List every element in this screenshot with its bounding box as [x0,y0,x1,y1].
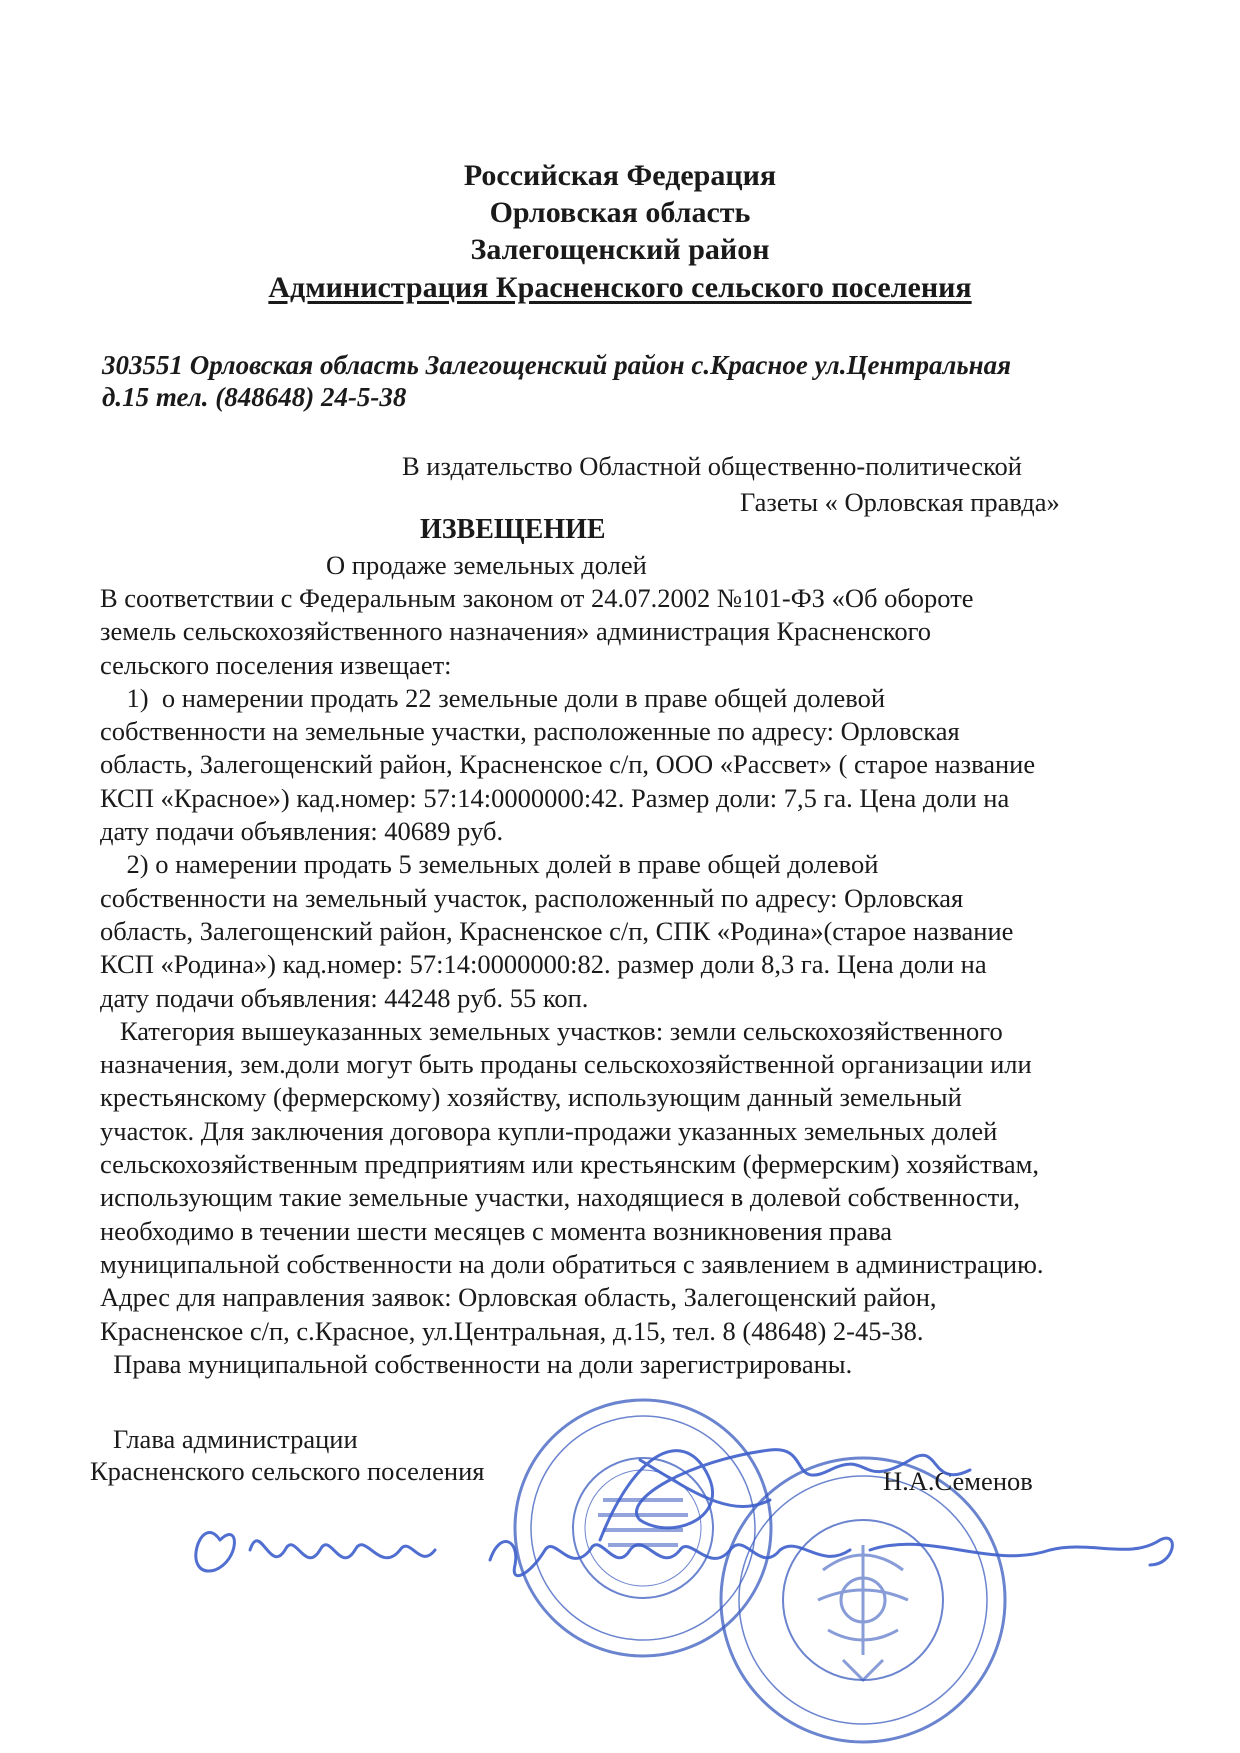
body-line: Категория вышеуказанных земельных участков: земли сельскохозяйственного [100,1015,1003,1046]
body-line: необходимо в течении шести месяцев с момента возникновения права [100,1215,893,1246]
header-administration: Администрация Красненского сельского поселения [268,271,972,304]
address-line-1: 303551 Орловская область Залегощенский район с.Красное ул.Центральная [102,350,1012,380]
header-country: Российская Федерация [463,159,777,192]
body-line: дату подачи объявления: 44248 руб. 55 коп. [100,982,589,1013]
body-line: сельского поселения извещает: [100,649,452,680]
signature-title-1: Глава администрации [113,1424,358,1454]
header-region: Орловская область [489,196,751,229]
notice-body [100,582,1044,1381]
body-line: КСП «Красное») кад.номер: 57:14:0000000:42. Размер доли: 7,5 га. Цена доли на [100,782,1010,813]
body-line: 2) о намерении продать 5 земельных долей в праве общей долевой [100,849,879,880]
address-line-2: д.15 тел. (848648) 24-5-38 [102,382,407,412]
body-line: участок. Для заключения договора купли-продажи указанных земельных долей [100,1115,998,1146]
recipient-line-2: Газеты « Орловская правда» [740,487,1060,517]
body-line: собственности на земельный участок, расположенный по адресу: Орловская [100,882,964,913]
body-line: назначения, зем.доли могут быть проданы сельскохозяйственной организации или [100,1049,1032,1080]
body-line: крестьянскому (фермерскому) хозяйству, использующим данный земельный [100,1082,962,1113]
body-line: КСП «Родина») кад.номер: 57:14:0000000:82. размер доли 8,3 га. Цена доли на [100,949,987,980]
body-line: муниципальной собственности на доли обратиться с заявлением в администрацию. [100,1248,1044,1279]
signature-name: Н.А.Семенов [883,1466,1033,1496]
recipient-line-1: В издательство Областной общественно-политической [402,451,1022,481]
body-line: Адрес для направления заявок: Орловская область, Залегощенский район, [100,1282,937,1313]
handwritten-signature [170,1400,1200,1610]
notice-subtitle: О продаже земельных долей [326,550,647,580]
body-line: дату подачи объявления: 40689 руб. [100,816,504,847]
body-line: 1) о намерении продать 22 земельные доли в праве общей долевой [100,682,886,713]
body-line: сельскохозяйственным предприятиям или крестьянским (фермерским) хозяйствам, [100,1149,1040,1180]
body-line: земель сельскохозяйственного назначения» администрация Красненского [100,616,932,647]
signature-title-2: Красненского сельского поселения [90,1456,485,1486]
body-line: область, Залегощенский район, Красненское с/п, ООО «Рассвет» ( старое название [100,749,1036,780]
body-line: собственности на земельные участки, расположенные по адресу: Орловская [100,716,960,747]
body-line: область, Залегощенский район, Красненское с/п, СПК «Родина»(старое название [100,915,1014,946]
body-line: Красненское с/п, с.Красное, ул.Центральная, д.15, тел. 8 (48648) 2-45-38. [100,1315,924,1346]
notice-title: ИЗВЕЩЕНИЕ [420,514,606,545]
body-line: использующим такие земельные участки, находящиеся в долевой собственности, [100,1182,1021,1213]
body-line: Права муниципальной собственности на доли зарегистрированы. [100,1348,853,1379]
header-district: Залегощенский район [470,233,770,266]
body-line: В соответствии с Федеральным законом от 24.07.2002 №101-ФЗ «Об обороте [100,583,974,613]
